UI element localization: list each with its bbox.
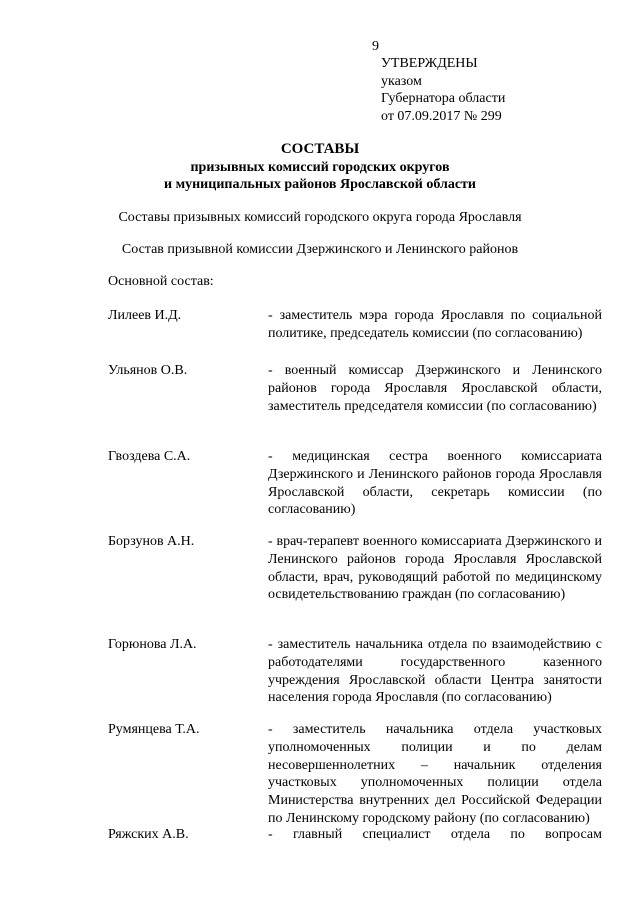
composition-label: Основной состав: [108,274,214,289]
member-name: Горюнова Л.А. [108,637,197,652]
member-role: - заместитель начальника отдела по взаимодействию с работодателями государственного казенного учреждения Ярославской области Центра занятости населения города Ярославля (по согласованию) [268,637,602,706]
approval-line: указом [381,73,422,89]
approval-block [381,55,505,125]
approval-line: от 07.09.2017 № 299 [381,108,502,124]
member-name: Лилеев И.Д. [108,308,182,323]
member-name: Румянцева Т.А. [108,722,200,737]
member-name: Ульянов О.В. [108,363,188,378]
member-role: - медицинская сестра военного комиссариата Дзержинского и Ленинского районов города Ярославля Ярославской области, секретарь комиссии (по согласованию) [268,449,602,518]
section-heading: Составы призывных комиссий городского округа города Ярославля [118,210,522,225]
member-name: Ряжских А.В. [108,827,189,842]
commission-heading: Состав призывной комиссии Дзержинского и Ленинского районов [121,242,519,257]
page-number: 9 [372,39,379,54]
approval-line: Губернатора области [381,91,506,106]
member-role: - заместитель мэра города Ярославля по социальной политике, председатель комиссии (по согласованию) [268,308,602,341]
document-title-line: призывных комиссий городских округов [190,160,450,175]
member-role: - заместитель начальника отдела участковых уполномоченных полиции и по делам несовершеннолетних – начальник отделения участковых уполномоченных полиции отдела Министерства внутренних дел Российской Федерации по Ленинскому городскому району (по согласованию) [268,722,602,826]
member-role: - военный комиссар Дзержинского и Ленинского районов города Ярославля Ярославской области, заместитель председателя комиссии (по согласованию) [268,363,602,414]
member-name: Гвоздева С.А. [108,449,191,464]
member-name: Борзунов А.Н. [108,534,195,549]
document-title: СОСТАВЫ [280,141,360,157]
document-title-line: и муниципальных районов Ярославской области [164,177,476,192]
member-role: - главный специалист отдела по вопросам [268,827,602,842]
member-role: - врач-терапевт военного комиссариата Дзержинского и Ленинского районов города Ярославля Ярославской области, врач, руководящий работой по медицинскому освидетельствованию граждан (по согласованию) [268,534,602,603]
approval-line: УТВЕРЖДЕНЫ [381,56,478,71]
